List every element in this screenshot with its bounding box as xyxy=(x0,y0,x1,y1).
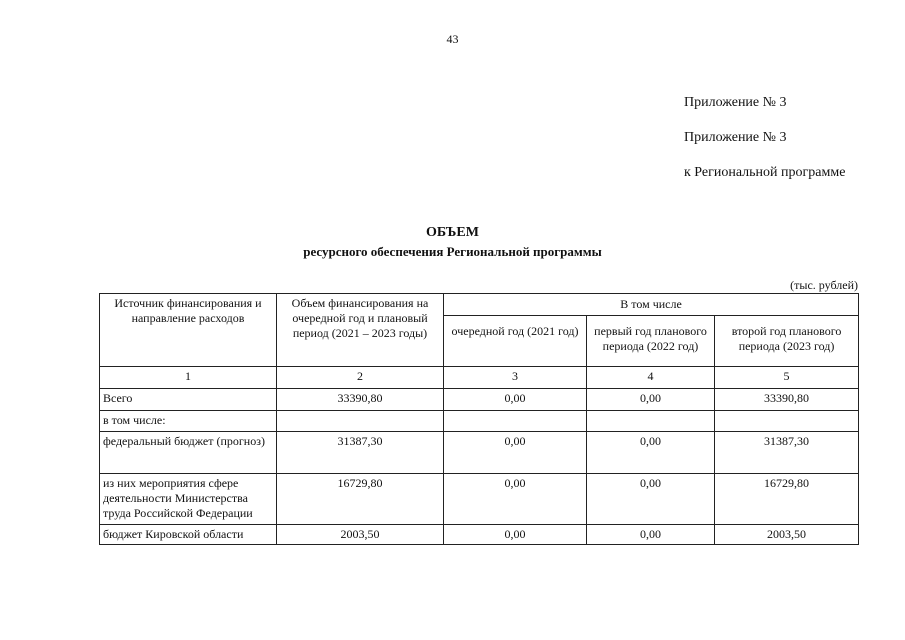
header-source: Источник финансирования и направление расходов xyxy=(100,294,277,367)
row-value: 0,00 xyxy=(587,474,715,525)
row-label: из них мероприятия сфере деятельности Министерства труда Российской Федерации xyxy=(100,474,277,525)
row-value: 0,00 xyxy=(444,432,587,474)
column-number: 5 xyxy=(715,367,859,389)
row-value: 31387,30 xyxy=(715,432,859,474)
row-value: 16729,80 xyxy=(277,474,444,525)
header-row xyxy=(100,294,859,316)
header-total: Объем финансирования на очередной год и плановый период (2021 – 2023 годы) xyxy=(277,294,444,367)
row-value: 0,00 xyxy=(444,474,587,525)
row-value: 0,00 xyxy=(587,389,715,411)
header-year-2021: очередной год (2021 год) xyxy=(444,316,587,367)
table-row xyxy=(100,411,859,432)
table-row xyxy=(100,474,859,525)
column-number: 2 xyxy=(277,367,444,389)
row-value: 31387,30 xyxy=(277,432,444,474)
table-row xyxy=(100,389,859,411)
row-value: 33390,80 xyxy=(715,389,859,411)
budget-table xyxy=(99,293,859,545)
column-number: 3 xyxy=(444,367,587,389)
row-value: 2003,50 xyxy=(277,525,444,545)
row-value xyxy=(715,411,859,432)
row-value: 2003,50 xyxy=(715,525,859,545)
document-title: ОБЪЕМ xyxy=(426,225,479,240)
row-value: 33390,80 xyxy=(277,389,444,411)
table-row xyxy=(100,432,859,474)
row-value xyxy=(444,411,587,432)
column-number: 1 xyxy=(100,367,277,389)
row-value: 0,00 xyxy=(587,432,715,474)
row-label: в том числе: xyxy=(100,411,277,432)
annex-reference: к Региональной программе xyxy=(684,165,846,180)
document-subtitle: ресурсного обеспечения Региональной программы xyxy=(303,244,602,259)
row-value: 0,00 xyxy=(587,525,715,545)
header-including: В том числе xyxy=(444,294,859,316)
header-year-2022: первый год планового периода (2022 год) xyxy=(587,316,715,367)
row-value xyxy=(277,411,444,432)
row-value: 0,00 xyxy=(444,389,587,411)
annex-label: Приложение № 3 xyxy=(684,95,787,110)
table-row xyxy=(100,525,859,545)
column-number-row xyxy=(100,367,859,389)
row-value: 0,00 xyxy=(444,525,587,545)
row-label: федеральный бюджет (прогноз) xyxy=(100,432,277,474)
row-value xyxy=(587,411,715,432)
header-year-2023: второй год планового периода (2023 год) xyxy=(715,316,859,367)
row-label: бюджет Кировской области xyxy=(100,525,277,545)
page-number: 43 xyxy=(446,32,459,46)
row-value: 16729,80 xyxy=(715,474,859,525)
row-label: Всего xyxy=(100,389,277,411)
column-number: 4 xyxy=(587,367,715,389)
units-label: (тыс. рублей) xyxy=(790,278,858,292)
annex-label-repeat: Приложение № 3 xyxy=(684,130,787,145)
